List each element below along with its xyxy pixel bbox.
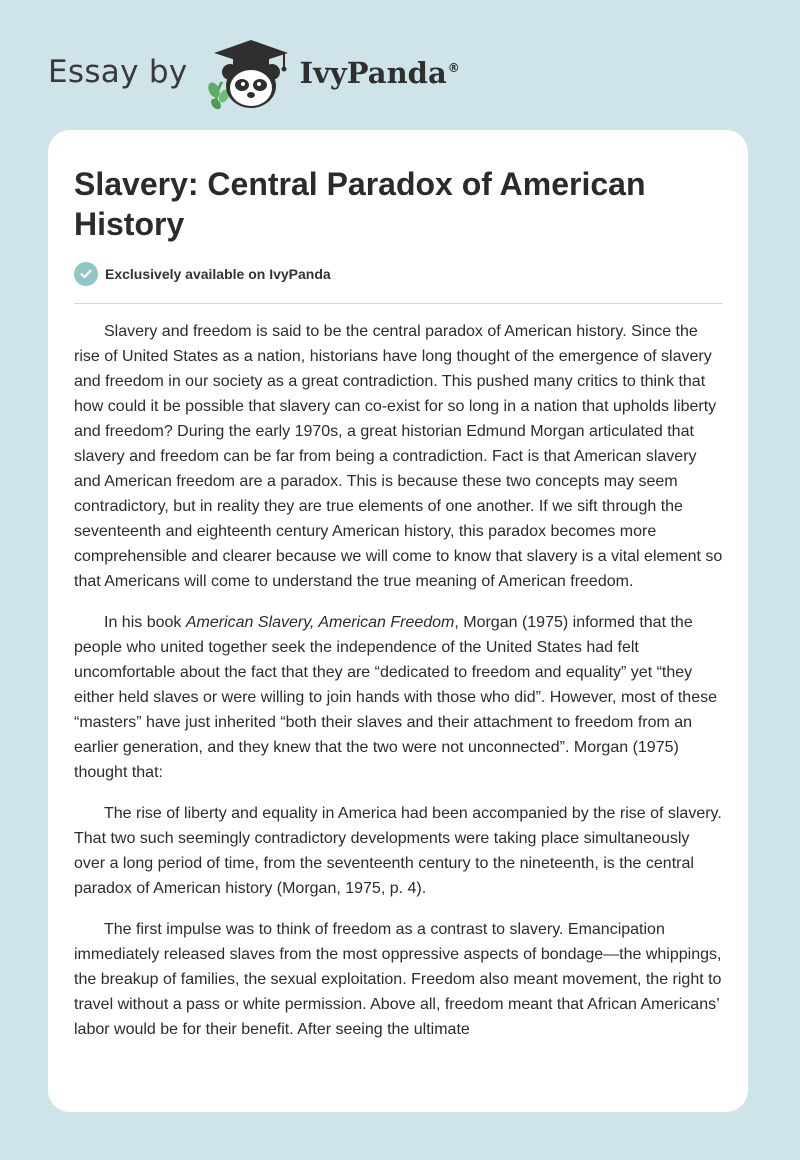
book-title: American Slavery, American Freedom xyxy=(185,614,455,631)
block-quote: The rise of liberty and equality in America had been accompanied by the rise of slavery. That two such seemingly contradictory developments were taking place simultaneously over a long period of time, from the seventeenth century to the nineteenth, is the central paradox of American history (Morgan, 1975, p. 4). xyxy=(74,805,722,897)
check-circle-icon xyxy=(74,262,98,286)
paragraph: Slavery and freedom is said to be the central paradox of American history. Since the rise of United States as a nation, historians have long thought of the emergence of slavery and freedom in our society as a great contradiction. This pushed many critics to think that how could it be possible that slavery can co-exist for so long in a nation that upholds liberty and freedom? During the early 1970s, a great historian Edmund Morgan articulated that slavery and freedom can be far from being a contradiction. Fact is that American slavery and American freedom are a paradox. This is because these two concepts may seem contradictory, but in reality they are true elements of one another. If we sift through the seventeenth and eighteenth century American history, this paradox becomes more comprehensible and clearer because we will come to know that slavery is a vital element so that Americans will come to understand the true meaning of American freedom. xyxy=(74,323,723,590)
paragraph: The first impulse was to think of freedom as a contrast to slavery. Emancipation immediately released slaves from the most oppressive aspects of bondage—the whippings, the breakup of families, the sexual exploitation. Freedom also meant movement, the right to travel without a pass or white permission. Above all, freedom meant that African Americans’ labor would be for their benefit. After seeing the ultimate xyxy=(74,921,722,1038)
divider xyxy=(74,303,722,304)
essay-card xyxy=(48,130,748,1112)
page-title: Slavery: Central Paradox of American History xyxy=(74,166,646,242)
exclusive-badge xyxy=(74,262,331,286)
paragraph: In his book American Slavery, American Freedom, Morgan (1975) informed that the people who united together seek the independence of the United States had felt uncomfortable about the fact that they are “dedicated to freedom and equality” yet “they either held slaves or were willing to join hands with those who did”. However, most of these “masters” have just inherited “both their slaves and their attachment to freedom from an earlier generation, and they knew that the two were not unconnected”. Morgan (1975) thought that: xyxy=(74,614,717,781)
panda-graduate-icon xyxy=(202,36,294,112)
brand-prefix: Essay by xyxy=(48,54,188,90)
brand-name: IvyPanda® xyxy=(299,56,460,90)
essay-body xyxy=(74,319,724,1058)
badge-text: Exclusively available on IvyPanda xyxy=(105,266,331,282)
site-header xyxy=(48,34,460,114)
trademark: ® xyxy=(447,61,460,76)
